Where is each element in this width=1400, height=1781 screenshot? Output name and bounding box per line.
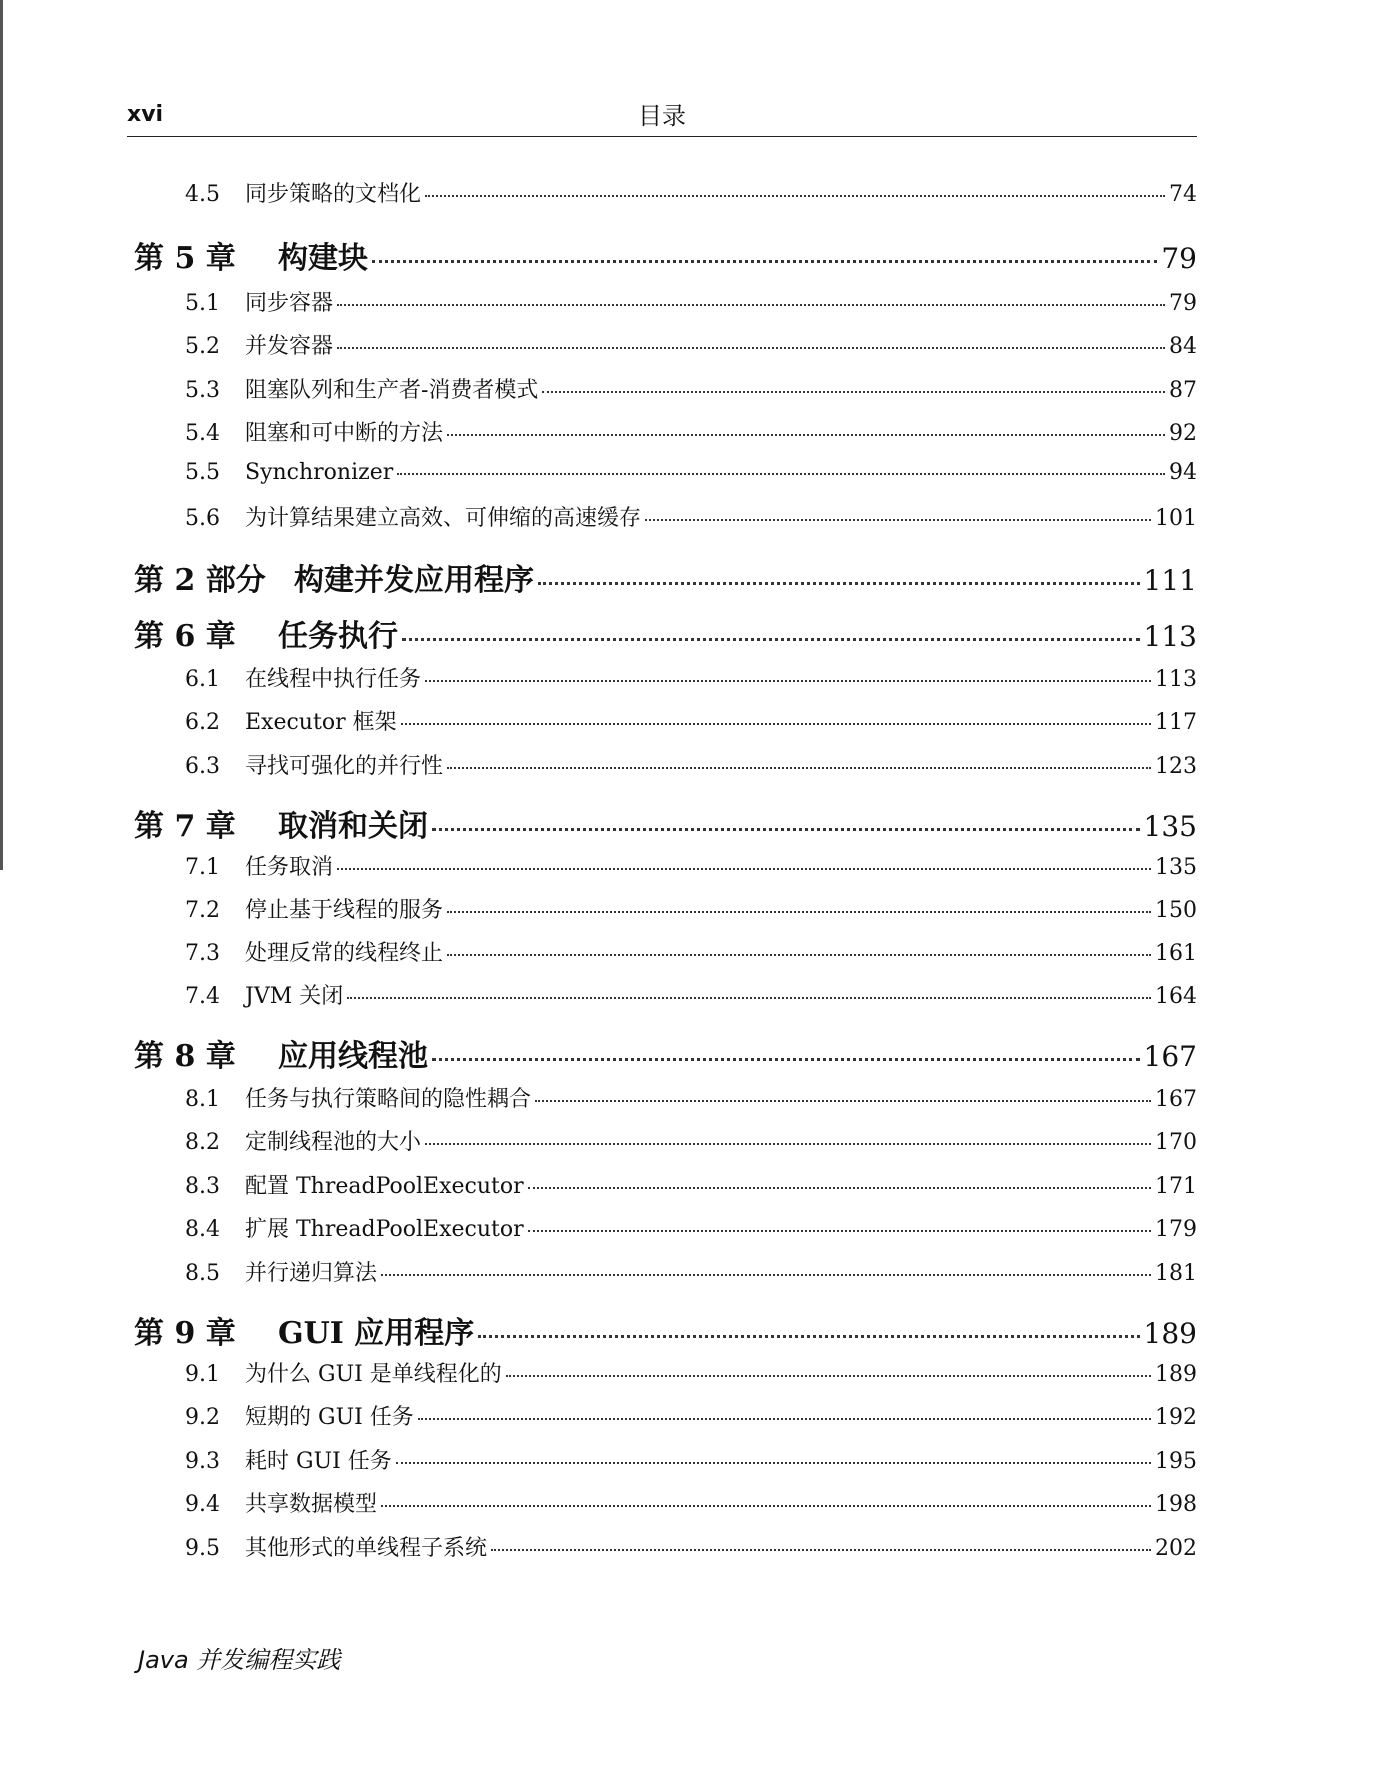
toc-section-entry	[185, 1531, 1197, 1562]
toc-section-entry	[185, 460, 1197, 485]
toc-chapter-entry	[134, 611, 1197, 655]
toc-entry-title: 处理反常的线程终止	[245, 941, 444, 966]
toc-entry-page: 170	[1155, 1130, 1197, 1155]
dot-leader	[418, 1418, 1151, 1420]
toc-section-entry	[185, 1444, 1197, 1475]
dot-leader	[432, 828, 1140, 831]
toc-entry-title: Synchronizer	[245, 460, 394, 485]
running-title: 目录	[638, 102, 686, 130]
toc-entry-number: 第 9 章	[134, 1316, 236, 1351]
toc-section-entry	[185, 1400, 1197, 1431]
toc-entry-number: 5.4	[185, 421, 220, 446]
dot-leader	[401, 723, 1151, 725]
toc-entry-title: 停止基于线程的服务	[245, 898, 444, 923]
toc-entry-page: 161	[1155, 941, 1197, 966]
toc-entry-title: GUI 应用程序	[278, 1316, 475, 1351]
toc-entry-number: 6.2	[185, 710, 220, 735]
toc-entry-number: 5.1	[185, 291, 220, 316]
toc-section-entry	[185, 1212, 1197, 1243]
toc-section-entry	[185, 1357, 1197, 1388]
toc-entry-number: 8.2	[185, 1130, 220, 1155]
dot-leader	[528, 1230, 1151, 1232]
toc-entry-title: 共享数据模型	[245, 1492, 378, 1517]
toc-entry-page: 94	[1169, 460, 1197, 485]
toc-entry-title: 为什么 GUI 是单线程化的	[245, 1362, 502, 1387]
dot-leader	[337, 304, 1165, 306]
dot-leader	[396, 1462, 1151, 1464]
toc-entry-number: 8.5	[185, 1261, 220, 1286]
dot-leader	[491, 1549, 1151, 1551]
toc-entry-page: 74	[1169, 182, 1197, 207]
toc-entry-number: 第 6 章	[134, 619, 236, 654]
toc-section-entry	[185, 662, 1197, 693]
toc-entry-title: 构建并发应用程序	[294, 563, 534, 598]
toc-entry-title: 为计算结果建立高效、可伸缩的高速缓存	[245, 506, 642, 531]
toc-entry-page: 198	[1155, 1492, 1197, 1517]
toc-section-entry	[185, 705, 1197, 736]
scan-edge	[0, 0, 3, 870]
dot-leader	[432, 1058, 1140, 1061]
toc-section-entry	[185, 501, 1197, 532]
toc-entry-number: 8.1	[185, 1087, 220, 1112]
toc-entry-page: 195	[1155, 1449, 1197, 1474]
toc-section-entry	[185, 893, 1197, 924]
toc-entry-title: 其他形式的单线程子系统	[245, 1536, 488, 1561]
toc-entry-title: 任务执行	[278, 619, 398, 654]
dot-leader	[447, 911, 1151, 913]
toc-entry-number: 第 7 章	[134, 809, 236, 844]
toc-section-entry	[185, 1487, 1197, 1518]
toc-entry-title: 短期的 GUI 任务	[245, 1405, 414, 1430]
toc-entry-title: 并行递归算法	[245, 1261, 378, 1286]
dot-leader	[402, 638, 1140, 641]
toc-section-entry	[185, 1256, 1197, 1287]
toc-entry-page: 164	[1155, 984, 1197, 1009]
footer-book-title: Java 并发编程实践	[138, 1646, 341, 1674]
toc-entry-number: 第 8 章	[134, 1039, 236, 1074]
toc-entry-number: 7.2	[185, 898, 220, 923]
toc-entry-page: 92	[1169, 421, 1197, 446]
toc-entry-page: 135	[1143, 810, 1197, 843]
toc-entry-title: 在线程中执行任务	[245, 667, 422, 692]
toc-entry-title: 阻塞队列和生产者-消费者模式	[245, 378, 539, 403]
toc-entry-number: 5.6	[185, 506, 220, 531]
toc-entry-number: 6.1	[185, 667, 220, 692]
toc-entry-page: 111	[1143, 564, 1197, 597]
toc-entry-number: 9.3	[185, 1449, 220, 1474]
dot-leader	[337, 868, 1151, 870]
toc-entry-page: 171	[1155, 1174, 1197, 1199]
toc-section-entry	[185, 329, 1197, 360]
toc-entry-page: 117	[1155, 710, 1197, 735]
dot-leader	[425, 680, 1151, 682]
dot-leader	[535, 1100, 1151, 1102]
toc-entry-title: 任务与执行策略间的隐性耦合	[245, 1087, 532, 1112]
toc-entry-number: 5.2	[185, 334, 220, 359]
dot-leader	[425, 1143, 1151, 1145]
toc-entry-page: 150	[1155, 898, 1197, 923]
toc-entry-title: 同步策略的文档化	[245, 182, 422, 207]
toc-entry-title: 配置 ThreadPoolExecutor	[245, 1174, 524, 1199]
toc-entry-number: 6.3	[185, 754, 220, 779]
dot-leader	[506, 1375, 1151, 1377]
toc-entry-number: 9.4	[185, 1492, 220, 1517]
toc-entry-page: 84	[1169, 334, 1197, 359]
dot-leader	[347, 997, 1151, 999]
dot-leader	[645, 519, 1151, 521]
dot-leader	[528, 1187, 1151, 1189]
toc-entry-number: 8.4	[185, 1217, 220, 1242]
toc-entry-page: 113	[1143, 620, 1197, 653]
dot-leader	[372, 260, 1157, 263]
dot-leader	[538, 582, 1140, 585]
toc-section-entry	[185, 936, 1197, 967]
toc-section-entry	[185, 850, 1197, 881]
toc-entry-page: 79	[1161, 242, 1197, 275]
toc-entry-number: 8.3	[185, 1174, 220, 1199]
toc-entry-page: 101	[1155, 506, 1197, 531]
toc-entry-number: 9.1	[185, 1362, 220, 1387]
toc-entry-title: 定制线程池的大小	[245, 1130, 422, 1155]
toc-entry-title: 同步容器	[245, 291, 334, 316]
dot-leader	[425, 195, 1165, 197]
toc-section-entry	[185, 177, 1197, 208]
toc-entry-number: 7.4	[185, 984, 220, 1009]
toc-entry-title: 取消和关闭	[278, 809, 428, 844]
dot-leader	[478, 1335, 1139, 1338]
toc-entry-page: 189	[1143, 1317, 1197, 1350]
page-header	[127, 92, 1197, 137]
toc-entry-page: 181	[1155, 1261, 1197, 1286]
dot-leader	[337, 347, 1165, 349]
toc-entry-page: 167	[1155, 1087, 1197, 1112]
dot-leader	[381, 1505, 1151, 1507]
toc-entry-number: 9.2	[185, 1405, 220, 1430]
toc-entry-title: 耗时 GUI 任务	[245, 1449, 392, 1474]
toc-section-entry	[185, 1125, 1197, 1156]
toc-section-entry	[185, 286, 1197, 317]
toc-entry-number: 第 5 章	[134, 241, 236, 276]
dot-leader	[447, 954, 1151, 956]
toc-entry-page: 179	[1155, 1217, 1197, 1242]
toc-entry-title: 扩展 ThreadPoolExecutor	[245, 1217, 524, 1242]
dot-leader	[542, 391, 1165, 393]
toc-entry-number: 7.3	[185, 941, 220, 966]
toc-entry-title: 并发容器	[245, 334, 334, 359]
dot-leader	[447, 434, 1165, 436]
toc-entry-page: 123	[1155, 754, 1197, 779]
toc-entry-page: 167	[1143, 1040, 1197, 1073]
dot-leader	[381, 1274, 1151, 1276]
toc-entry-title: 构建块	[278, 241, 368, 276]
toc-entry-number: 5.5	[185, 460, 220, 485]
toc-entry-page: 87	[1169, 378, 1197, 403]
toc-chapter-entry	[134, 233, 1197, 277]
toc-entry-number: 5.3	[185, 378, 220, 403]
toc-entry-number: 7.1	[185, 855, 220, 880]
page-number: xvi	[127, 102, 164, 127]
toc-entry-title: Executor 框架	[245, 710, 397, 735]
toc-section-entry	[185, 1169, 1197, 1200]
toc-chapter-entry	[134, 1308, 1197, 1352]
toc-entry-title: 任务取消	[245, 855, 334, 880]
dot-leader	[447, 767, 1151, 769]
toc-section-entry	[185, 1082, 1197, 1113]
toc-entry-page: 189	[1155, 1362, 1197, 1387]
toc-entry-page: 79	[1169, 291, 1197, 316]
toc-entry-page: 135	[1155, 855, 1197, 880]
toc-entry-number: 4.5	[185, 182, 220, 207]
toc-entry-number: 9.5	[185, 1536, 220, 1561]
toc-entry-page: 113	[1155, 667, 1197, 692]
toc-part-entry	[134, 555, 1197, 599]
toc-section-entry	[185, 416, 1197, 447]
toc-entry-page: 192	[1155, 1405, 1197, 1430]
toc-entry-title: JVM 关闭	[245, 984, 344, 1009]
toc-entry-page: 202	[1155, 1536, 1197, 1561]
toc-entry-title: 应用线程池	[278, 1039, 428, 1074]
toc-chapter-entry	[134, 801, 1197, 845]
dot-leader	[397, 473, 1165, 475]
toc-section-entry	[185, 749, 1197, 780]
toc-chapter-entry	[134, 1031, 1197, 1075]
toc-entry-title: 阻塞和可中断的方法	[245, 421, 444, 446]
toc-entry-number: 第 2 部分	[134, 563, 266, 598]
toc-section-entry	[185, 373, 1197, 404]
toc-section-entry	[185, 979, 1197, 1010]
toc-entry-title: 寻找可强化的并行性	[245, 754, 444, 779]
